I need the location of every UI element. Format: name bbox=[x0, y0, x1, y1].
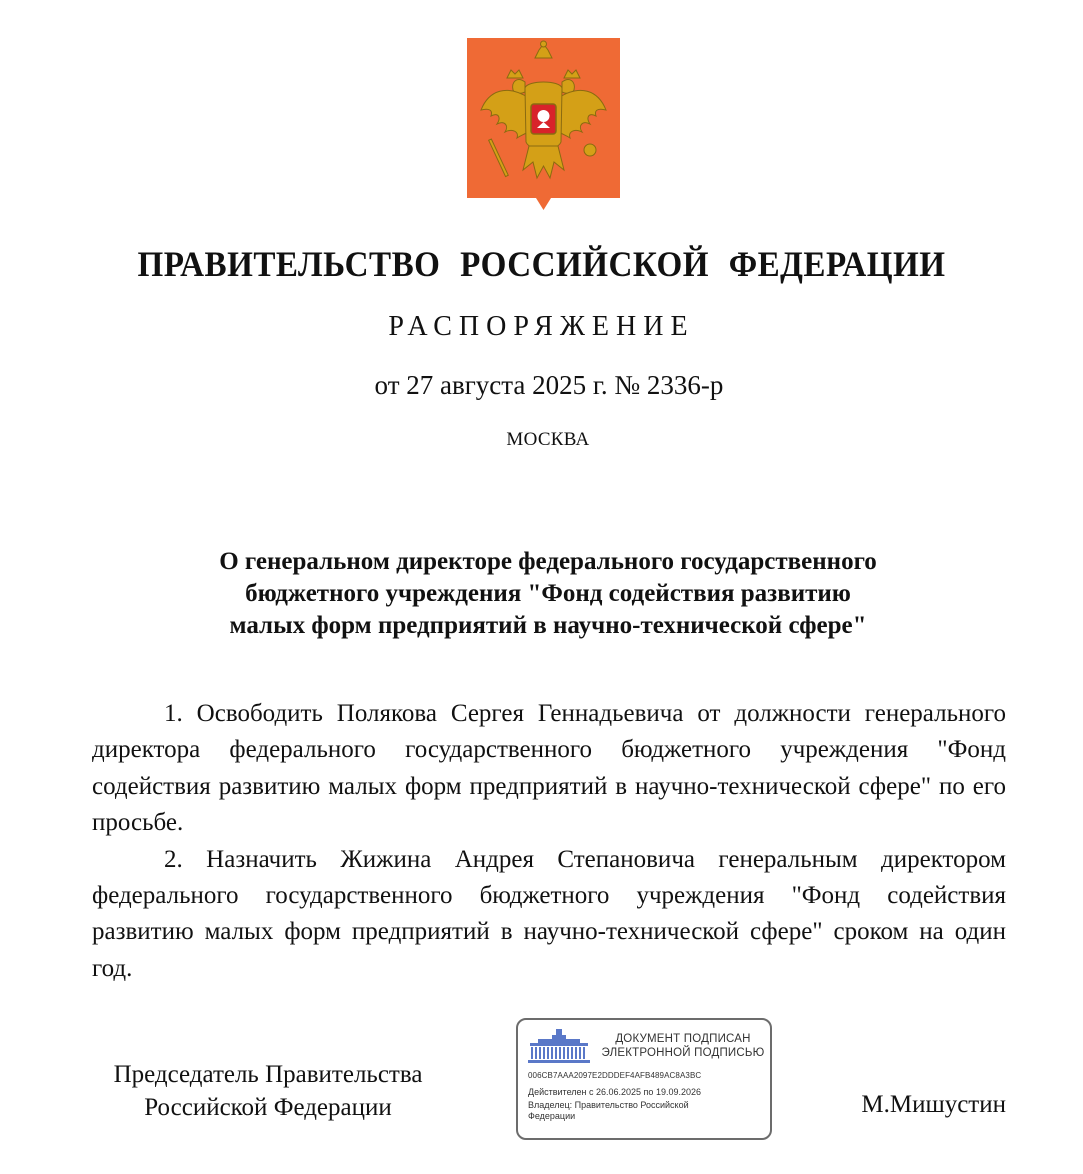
stamp-heading-line: ЭЛЕКТРОННОЙ ПОДПИСЬЮ bbox=[601, 1047, 765, 1059]
signer-position bbox=[80, 1058, 456, 1124]
subject-line: бюджетного учреждения "Фонд содействия развитию bbox=[245, 580, 851, 607]
government-title: ПРАВИТЕЛЬСТВО РОССИЙСКОЙ ФЕДЕРАЦИИ bbox=[137, 244, 946, 284]
double-headed-eagle-icon bbox=[467, 38, 620, 210]
electronic-signature-stamp bbox=[516, 1018, 772, 1140]
subject-line: малых форм предприятий в научно-технической сфере" bbox=[229, 612, 867, 639]
signer-name: М.Мишустин bbox=[861, 1091, 1006, 1118]
stamp-validity: Действителен с 26.06.2025 по 19.09.2026 bbox=[528, 1087, 701, 1097]
document-type: РАСПОРЯЖЕНИЕ bbox=[388, 311, 695, 342]
signer-position-line: Председатель Правительства bbox=[113, 1061, 423, 1088]
document-subject bbox=[0, 546, 1083, 642]
government-building-icon bbox=[528, 1029, 590, 1063]
stamp-heading-line: ДОКУМЕНТ ПОДПИСАН bbox=[615, 1033, 751, 1045]
stamp-owner: Владелец: Правительство Российской Федерации bbox=[528, 1100, 689, 1121]
coat-of-arms-emblem bbox=[467, 38, 620, 210]
stamp-heading bbox=[598, 1032, 768, 1060]
paragraph-1: 1. Освободить Полякова Сергея Геннадьевича от должности генерального директора федерального государственного бюджетного учреждения "Фонд содействия развитию малых форм предприятий в научно-технической сфере" по его просьбе. bbox=[92, 700, 1006, 837]
signer-position-line: Российской Федерации bbox=[144, 1094, 392, 1121]
document-city: МОСКВА bbox=[506, 429, 590, 450]
subject-line: О генеральном директоре федерального государственного bbox=[219, 548, 877, 575]
paragraph-2: 2. Назначить Жижина Андрея Степановича генеральным директором федерального государственного бюджетного учреждения "Фонд содействия развитию малых форм предприятий в научно-технической сфере" сроком на один год. bbox=[92, 845, 1006, 982]
document-body bbox=[92, 696, 1006, 987]
document-date-number: от 27 августа 2025 г. № 2336-р bbox=[374, 370, 724, 400]
stamp-certificate-serial: 006CB7AAA2097E2DDDEF4AFB489AC8A3BC bbox=[528, 1071, 702, 1080]
